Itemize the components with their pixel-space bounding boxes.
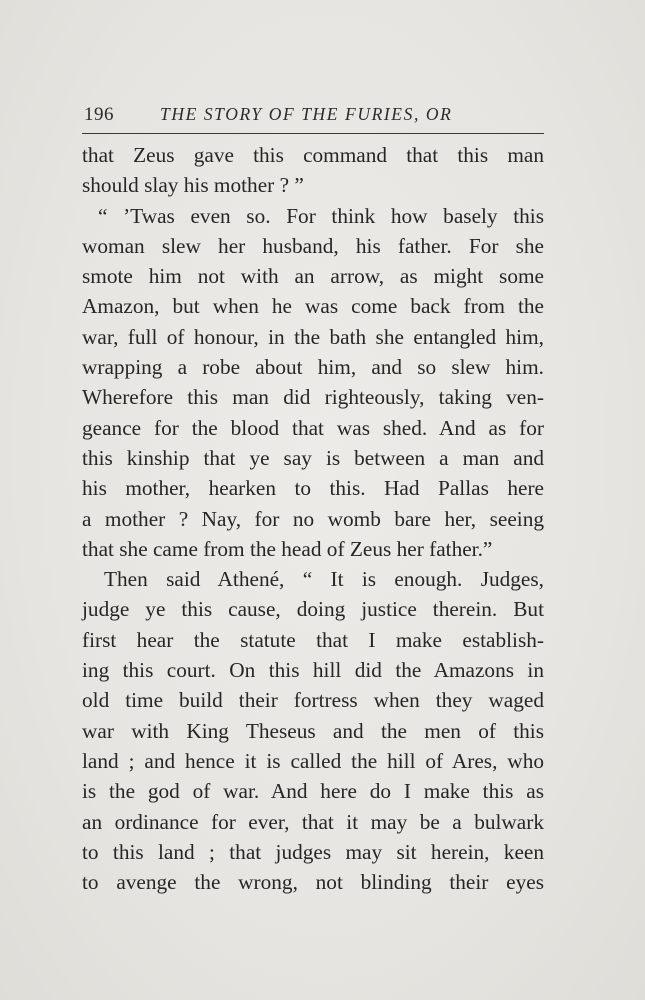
page-number: 196 bbox=[84, 104, 114, 125]
text-line: that Zeus gave this command that this man bbox=[82, 143, 544, 167]
body-text bbox=[82, 140, 544, 897]
text-line: is the god of war. And here do I make this as bbox=[82, 779, 544, 804]
text-line: smote him not with an arrow, as might some bbox=[82, 264, 544, 289]
text-line: Then said Athené, “ It is enough. Judges, bbox=[104, 567, 544, 592]
text-line: his mother, hearken to this. Had Pallas here bbox=[82, 476, 544, 501]
text-line: to this land ; that judges may sit herein, keen bbox=[82, 839, 544, 864]
text-line: this kinship that ye say is between a man and bbox=[82, 445, 544, 470]
running-head: THE STORY OF THE FURIES, OR bbox=[160, 104, 453, 124]
text-line: geance for the blood that was shed. And as for bbox=[82, 415, 544, 440]
text-line: should slay his mother ? ” bbox=[82, 173, 304, 198]
text-line: war, full of honour, in the bath she entangled him, bbox=[82, 324, 544, 349]
text-line: “ ’Twas even so. For think how basely this bbox=[98, 203, 544, 228]
text-line: to avenge the wrong, not blinding their eyes bbox=[82, 870, 544, 895]
text-line: Wherefore this man did righteously, taking ven- bbox=[82, 385, 544, 410]
text-line: first hear the statute that I make establish- bbox=[82, 627, 544, 652]
text-line: wrapping a robe about him, and so slew him. bbox=[82, 355, 544, 380]
text-line: land ; and hence it is called the hill of Ares, who bbox=[82, 748, 544, 773]
text-line: that she came from the head of Zeus her father.” bbox=[82, 536, 493, 561]
header-rule bbox=[82, 133, 544, 134]
text-line: a mother ? Nay, for no womb bare her, seeing bbox=[82, 506, 544, 531]
text-line: Amazon, but when he was come back from the bbox=[82, 294, 544, 319]
text-line: an ordinance for ever, that it may be a bulwark bbox=[82, 809, 544, 834]
text-line: war with King Theseus and the men of this bbox=[82, 718, 544, 743]
text-line: judge ye this cause, doing justice therein. But bbox=[82, 597, 544, 622]
text-line: ing this court. On this hill did the Amazons in bbox=[82, 658, 544, 683]
text-line: woman slew her husband, his father. For she bbox=[82, 233, 544, 258]
page-header bbox=[84, 104, 544, 128]
text-line: old time build their fortress when they waged bbox=[82, 688, 544, 713]
